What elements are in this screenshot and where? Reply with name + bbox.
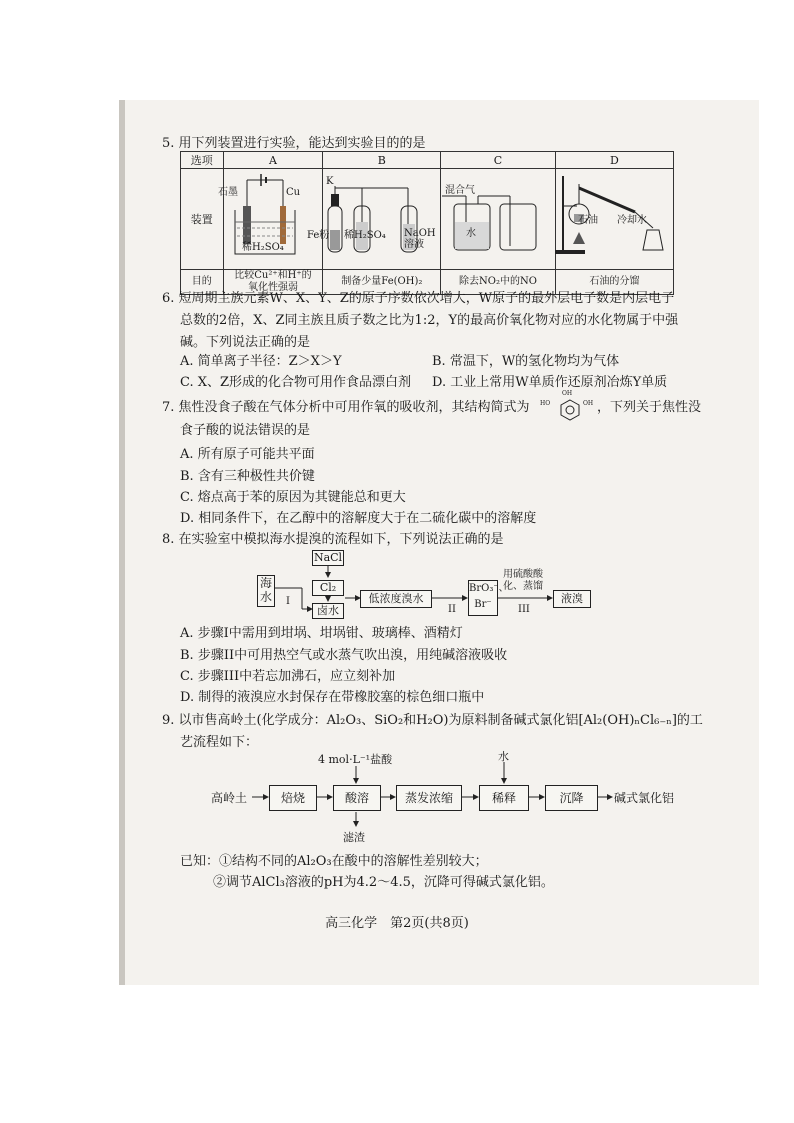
q6-option-d: D. 工业上常用W单质作还原剂冶炼Y单质 — [432, 375, 668, 390]
flow-bromate-bromide: BrO₃⁻、Br⁻ — [468, 580, 498, 616]
q9-known-2: ②调节AlCl₃溶液的pH为4.2～4.5，沉降可得碱式氯化铝。 — [213, 875, 554, 890]
b-label-acid: 稀H₂SO₄ — [344, 230, 386, 241]
q8-option-c: C. 步骤III中若忘加沸石，应立刻补加 — [180, 669, 396, 684]
q7-line-1a: 7. 焦性没食子酸在气体分析中可用作氧的吸收剂，其结构简式为 — [162, 400, 530, 415]
struct-oh-top: OH — [562, 390, 573, 397]
flow-step-3: III — [518, 604, 530, 615]
q9-line-2: 艺流程如下： — [180, 735, 259, 750]
struct-oh-right: OH — [583, 400, 594, 407]
q7-option-b: B. 含有三种极性共价键 — [180, 469, 315, 484]
a-label-acid: 稀H₂SO₄ — [242, 242, 284, 253]
header-option: 选项 — [181, 152, 224, 169]
q6-option-c: C. X、Z形成的化合物可用作食品漂白剂 — [180, 375, 412, 390]
b-label-k: K — [326, 176, 334, 187]
b-label-fe: Fe粉 — [307, 230, 330, 241]
d-label-cooling: 冷却水 — [617, 215, 647, 226]
flow-acid-dissolve: 酸溶 — [333, 785, 381, 811]
q6-line-3: 碱。下列说法正确的是 — [180, 335, 311, 350]
q5-stem: 5. 用下列装置进行实验，能达到实验目的的是 — [162, 136, 426, 151]
q7-line-2: 食子酸的说法错误的是 — [180, 423, 311, 438]
q8-option-b: B. 步骤II中可用热空气或水蒸气吹出溴，用纯碱溶液吸收 — [180, 648, 508, 663]
q6-option-a: A. 简单离子半径：Z＞X＞Y — [180, 354, 342, 369]
purpose-d: 石油的分馏 — [555, 270, 673, 295]
q8-stem: 8. 在实验室中模拟海水提溴的流程如下，下列说法正确的是 — [162, 532, 504, 547]
d-label-oil: 石油 — [578, 215, 598, 226]
b-label-naoh: NaOH溶液 — [404, 228, 436, 250]
purpose-a: 比较Cu²⁺和H⁺的氧化性强弱 — [223, 270, 323, 295]
q6-line-2: 总数的2倍，X、Z同主族且质子数之比为1:2，Y的最高价氧化物对应的水化物属于中强 — [180, 313, 679, 328]
row-device-label: 装置 — [181, 169, 224, 270]
flow-dilute: 稀释 — [479, 785, 529, 811]
q9-line-1: 9. 以市售高岭土(化学成分：Al₂O₃、SiO₂和H₂O)为原料制备碱式氯化铝[Al₂(OH)ₙCl₆₋ₙ]的工 — [162, 713, 703, 728]
flow-liquid-bromine: 液溴 — [553, 590, 591, 608]
flow-low-bromine-water: 低浓度溴水 — [360, 590, 432, 608]
flow-product: 碱式氯化铝 — [614, 791, 675, 805]
q6-option-b: B. 常温下，W的氢化物均为气体 — [432, 354, 620, 369]
flow-hcl: 4 mol·L⁻¹盐酸 — [318, 753, 393, 766]
flow-acidify-distill: 用硫酸酸化、蒸馏 — [503, 569, 543, 592]
c-label-water: 水 — [466, 228, 476, 239]
q8-option-d: D. 制得的液溴应水封保存在带橡胶塞的棕色细口瓶中 — [180, 690, 485, 705]
q7-line-1b: ，下列关于焦性没 — [597, 400, 702, 415]
header-b: B — [323, 152, 441, 169]
a-label-graphite: 石墨 — [218, 187, 238, 198]
row-purpose-label: 目的 — [181, 270, 224, 295]
header-a: A — [223, 152, 323, 169]
struct-ho-left: HO — [540, 400, 551, 407]
purpose-c: 除去NO₂中的NO — [441, 270, 555, 295]
flow-brine: 卤水 — [312, 603, 344, 619]
flow-roasting: 焙烧 — [269, 785, 317, 811]
q8-option-a: A. 步骤I中需用到坩埚、坩埚钳、玻璃棒、酒精灯 — [180, 626, 463, 641]
purpose-b: 制备少量Fe(OH)₂ — [323, 270, 441, 295]
flow-residue: 滤渣 — [343, 831, 365, 844]
flow-kaolin: 高岭土 — [211, 791, 248, 805]
flow-step-2: II — [448, 604, 456, 615]
flow-seawater: 海水 — [257, 575, 275, 607]
a-label-cu: Cu — [286, 187, 301, 198]
flow-nacl: NaCl — [313, 551, 343, 564]
flow-cl2: Cl₂ — [312, 580, 344, 596]
flow-settle: 沉降 — [545, 785, 598, 811]
flow-evaporate: 蒸发浓缩 — [396, 785, 462, 811]
q7-option-c: C. 熔点高于苯的原因为其键能总和更大 — [180, 490, 406, 505]
flow-water: 水 — [498, 750, 509, 763]
page-footer: 高三化学 第2页(共8页) — [325, 916, 469, 931]
q9-known-1: 已知：①结构不同的Al₂O₃在酸中的溶解性差别较大； — [180, 854, 488, 869]
q7-option-a: A. 所有原子可能共平面 — [180, 447, 315, 462]
c-label-gas: 混合气 — [445, 185, 475, 196]
flow-step-1: I — [286, 596, 290, 607]
header-d: D — [555, 152, 673, 169]
q6-line-1: 6. 短周期主族元素W、X、Y、Z的原子序数依次增大，W原子的最外层电子数是内层电子 — [162, 291, 675, 306]
header-c: C — [441, 152, 555, 169]
q7-option-d: D. 相同条件下，在乙醇中的溶解度大于在二硫化碳中的溶解度 — [180, 511, 537, 526]
